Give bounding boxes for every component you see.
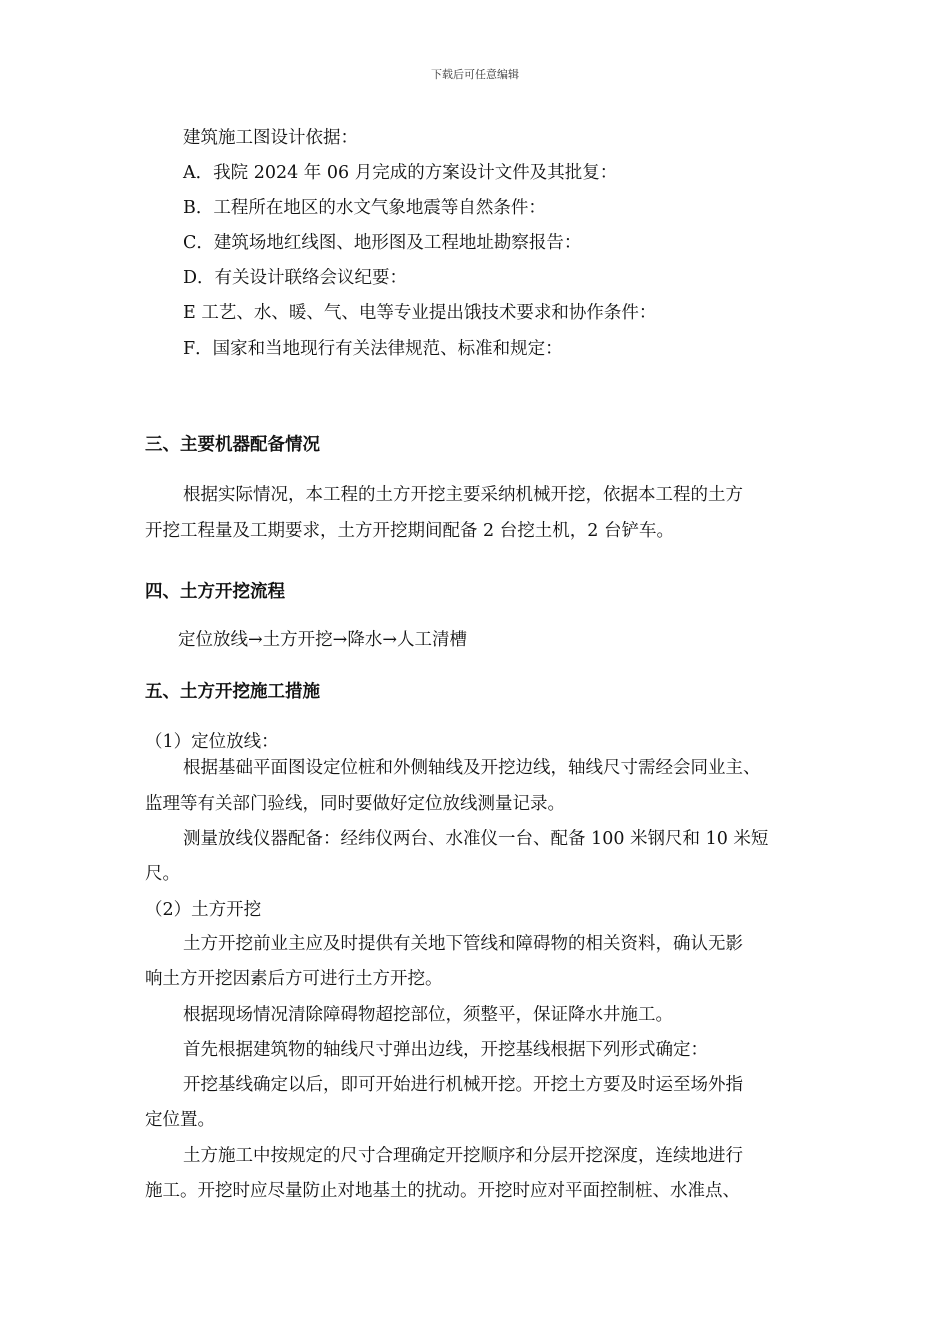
section-heading-3: 三、主要机器配备情况 xyxy=(145,435,320,455)
section3-para-line: 开挖工程量及工期要求，土方开挖期间配备 2 台挖土机，2 台铲车。 xyxy=(145,521,674,541)
paragraph-line: 测量放线仪器配备：经纬仪两台、水准仪一台、配备 100 米钢尺和 10 米短 xyxy=(183,829,769,849)
paragraph-line: 土方施工中按规定的尺寸合理确定开挖顺序和分层开挖深度，连续地进行 xyxy=(183,1146,743,1166)
basis-item-a: A．我院 2024 年 06 月完成的方案设计文件及其批复： xyxy=(183,163,618,183)
basis-item-b: B．工程所在地区的水文气象地震等自然条件： xyxy=(183,198,546,218)
paragraph-line: 土方开挖前业主应及时提供有关地下管线和障碍物的相关资料，确认无影 xyxy=(183,934,743,954)
paragraph-line: 施工。开挖时应尽量防止对地基土的扰动。开挖时应对平面控制桩、水准点、 xyxy=(145,1181,740,1201)
basis-item-c: C．建筑场地红线图、地形图及工程地址勘察报告： xyxy=(183,233,582,253)
paragraph-line: 定位置。 xyxy=(145,1110,215,1130)
section3-para-line: 根据实际情况，本工程的土方开挖主要采纳机械开挖，依据本工程的土方 xyxy=(183,485,743,505)
paragraph-line: 首先根据建筑物的轴线尺寸弹出边线，开挖基线根据下列形式确定： xyxy=(183,1040,708,1060)
paragraph-line: 根据现场情况清除障碍物超挖部位，须整平，保证降水井施工。 xyxy=(183,1005,673,1025)
paragraph-line: 开挖基线确定以后，即可开始进行机械开挖。开挖土方要及时运至场外指 xyxy=(183,1075,743,1095)
subheading-positioning: （1）定位放线： xyxy=(145,732,279,752)
paragraph-line: 尺。 xyxy=(145,864,180,884)
basis-item-f: F．国家和当地现行有关法律规范、标准和规定： xyxy=(183,339,563,359)
process-flow: 定位放线→土方开挖→降水→人工清槽 xyxy=(178,630,467,650)
basis-item-d: D．有关设计联络会议纪要： xyxy=(183,268,408,288)
subheading-excavation: （2）土方开挖 xyxy=(145,900,262,920)
basis-item-e: E 工艺、水、暖、气、电等专业提出饿技术要求和协作条件： xyxy=(183,303,657,323)
paragraph-line: 根据基础平面图设定位桩和外侧轴线及开挖边线，轴线尺寸需经会同业主、 xyxy=(183,758,761,778)
section-heading-5: 五、土方开挖施工措施 xyxy=(145,682,320,702)
basis-title: 建筑施工图设计依据： xyxy=(183,128,358,148)
section-heading-4: 四、土方开挖流程 xyxy=(145,582,285,602)
paragraph-line: 监理等有关部门验线，同时要做好定位放线测量记录。 xyxy=(145,794,565,814)
paragraph-line: 响土方开挖因素后方可进行土方开挖。 xyxy=(145,969,443,989)
page-header: 下载后可任意编辑 xyxy=(431,68,519,81)
